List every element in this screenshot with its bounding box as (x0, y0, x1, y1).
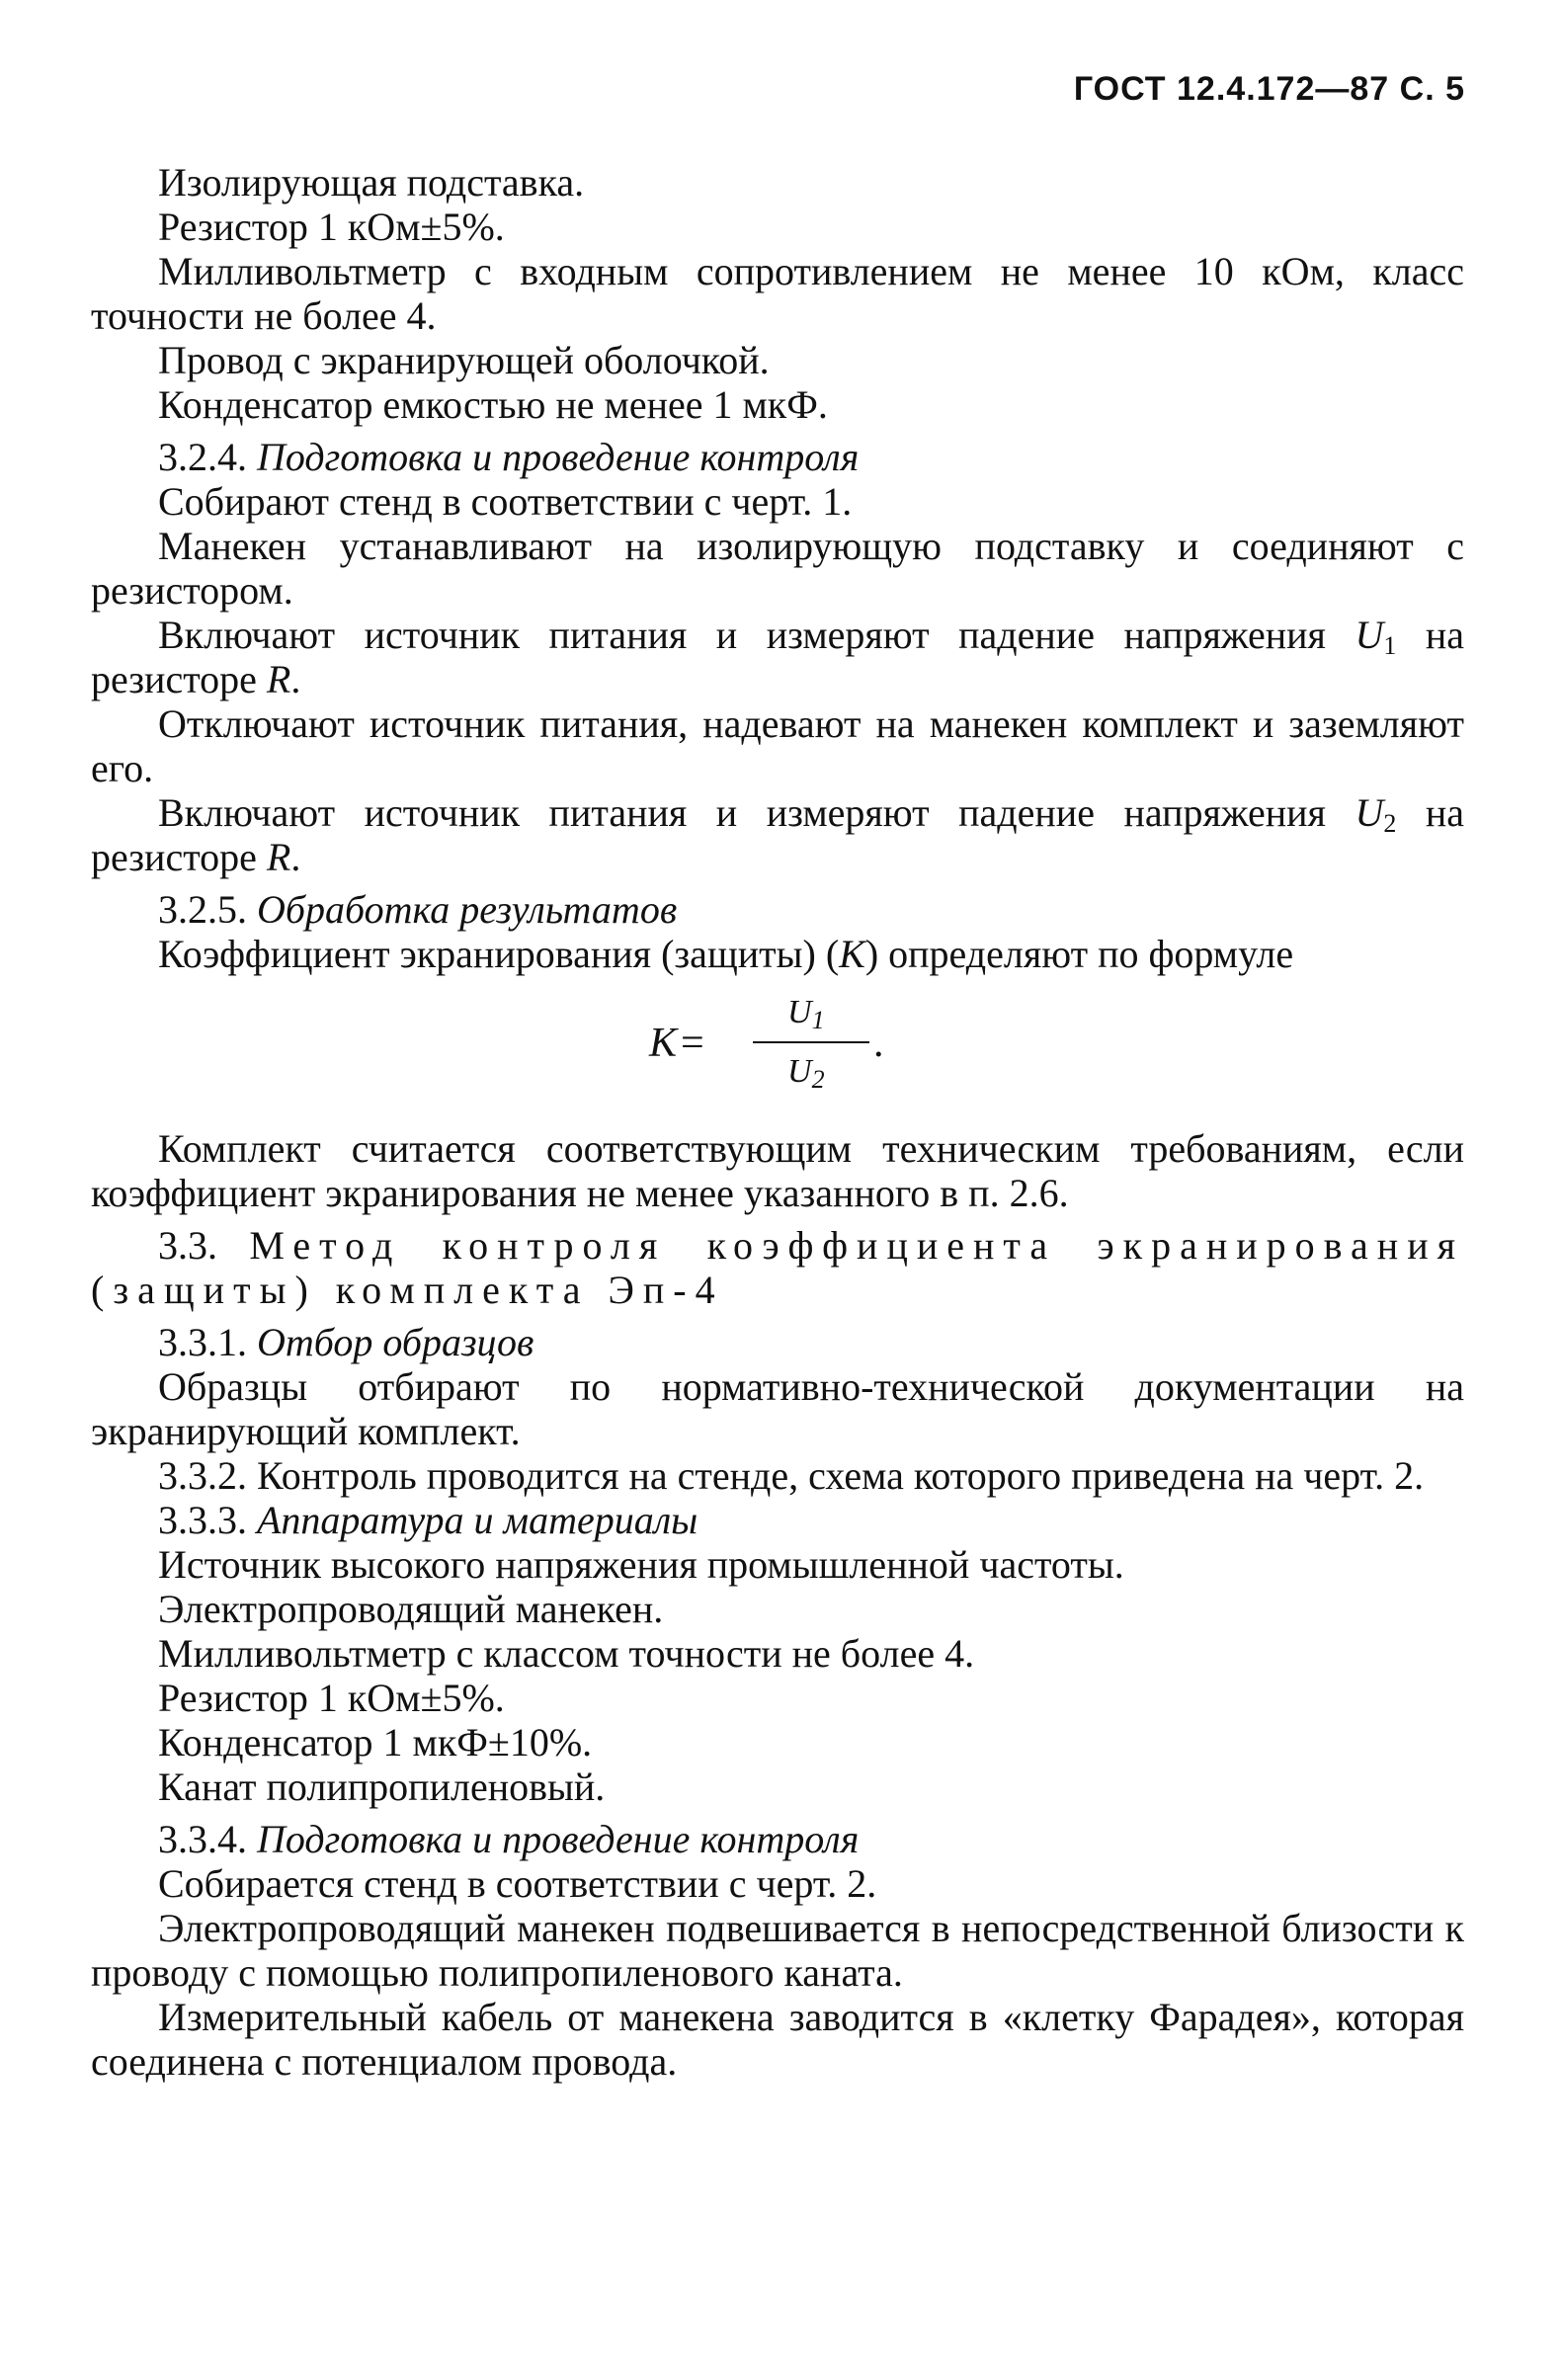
variable: U (1355, 790, 1384, 835)
text: Коэффициент экранирования (защиты) ( (158, 932, 840, 976)
formula-equals: = (681, 1021, 704, 1066)
section-heading-3-3-1 (91, 1320, 1464, 1364)
formula-denominator (787, 1049, 825, 1094)
subscript: 1 (811, 1006, 825, 1034)
paragraph: 3.3.2. Контроль проводится на стенде, схема которого приведена на черт. 2. (158, 1453, 1425, 1498)
variable: K (839, 932, 865, 976)
paragraph (91, 613, 1464, 701)
section-heading-3-2-5 (91, 887, 1464, 932)
variable: U (787, 1053, 812, 1090)
paragraph (91, 932, 1464, 976)
fraction-bar (753, 1041, 869, 1043)
section-heading-3-2-4 (91, 435, 1464, 479)
paragraph: Милливольтметр с входным сопротивлением не менее 10 кОм, класс точности не более 4. (91, 249, 1464, 338)
section-title: Обработка результатов (257, 887, 678, 932)
section-number: 3.3.1. (158, 1320, 247, 1364)
paragraph: Конденсатор 1 мкФ±10%. (158, 1720, 593, 1764)
text: Включают источник питания и измеряют падение напряжения (158, 613, 1326, 657)
variable: R (266, 657, 291, 701)
page-header: ГОСТ 12.4.172—87 С. 5 (1073, 70, 1465, 108)
subscript: 2 (1383, 809, 1397, 838)
paragraph: Собирают стенд в соответствии с черт. 1. (158, 479, 853, 524)
variable: R (266, 835, 291, 879)
section-title: Аппаратура и материалы (257, 1498, 698, 1542)
paragraph (91, 790, 1464, 879)
formula-end: . (873, 1021, 884, 1066)
formula-lhs: K (649, 1021, 678, 1066)
text: на резисторе (91, 790, 1465, 879)
section-number: 3.2.5. (158, 887, 247, 932)
variable: U (1355, 613, 1384, 657)
text: на резисторе (91, 613, 1465, 701)
text: . (290, 835, 301, 879)
paragraph: Источник высокого напряжения промышленной частоты. (158, 1542, 1124, 1587)
section-title: Метод контроля коэффициента экранирования (защиты) комплекта Эп-4 (91, 1223, 1464, 1312)
paragraph: Собирается стенд в соответствии с черт. 2. (158, 1861, 877, 1906)
variable: U (787, 994, 812, 1030)
section-number: 3.3.4. (158, 1817, 247, 1861)
paragraph: Измерительный кабель от манекена заводится в «клетку Фарадея», которая соединена с потенциалом провода. (91, 1995, 1464, 2084)
paragraph: Отключают источник питания, надевают на манекен комплект и заземляют его. (91, 701, 1464, 790)
text: Включают источник питания и измеряют падение напряжения (158, 790, 1326, 835)
subscript: 1 (1383, 631, 1397, 660)
paragraph: Манекен устанавливают на изолирующую подставку и соединяют с резистором. (91, 524, 1464, 613)
paragraph: Конденсатор емкостью не менее 1 мкФ. (158, 382, 828, 427)
paragraph: Резистор 1 кОм±5%. (158, 205, 505, 249)
paragraph: Комплект считается соответствующим техническим требованиям, если коэффициент экранирования не менее указанного в п. 2.6. (91, 1126, 1464, 1215)
paragraph: Образцы отбирают по нормативно-технической документации на экранирующий комплект. (91, 1364, 1464, 1453)
paragraph: Изолирующая подставка. (158, 160, 585, 205)
paragraph: Резистор 1 кОм±5%. (158, 1676, 505, 1720)
text: . (290, 657, 301, 701)
paragraph: Электропроводящий манекен подвешивается в непосредственной близости к проводу с помощью полипропиленового каната. (91, 1906, 1464, 1995)
section-heading-3-3-4 (91, 1817, 1464, 1861)
paragraph: Электропроводящий манекен. (158, 1587, 664, 1631)
section-title: Подготовка и проведение контроля (257, 435, 860, 479)
section-title: Отбор образцов (257, 1320, 534, 1364)
section-heading-3-3-3 (91, 1498, 1464, 1542)
paragraph: Провод с экранирующей оболочкой. (158, 338, 770, 382)
section-heading-3-3 (91, 1223, 1464, 1312)
paragraph: Милливольтметр с классом точности не более 4. (158, 1631, 975, 1676)
section-title: Подготовка и проведение контроля (257, 1817, 860, 1861)
section-number: 3.3. (158, 1223, 217, 1268)
section-number: 3.2.4. (158, 435, 247, 479)
formula-numerator (787, 990, 825, 1034)
section-number: 3.3.3. (158, 1498, 247, 1542)
formula (91, 986, 1464, 1105)
text: ) определяют по формуле (864, 932, 1294, 976)
document-body (91, 160, 1464, 2084)
subscript: 2 (811, 1065, 825, 1094)
paragraph: Канат полипропиленовый. (158, 1764, 606, 1809)
